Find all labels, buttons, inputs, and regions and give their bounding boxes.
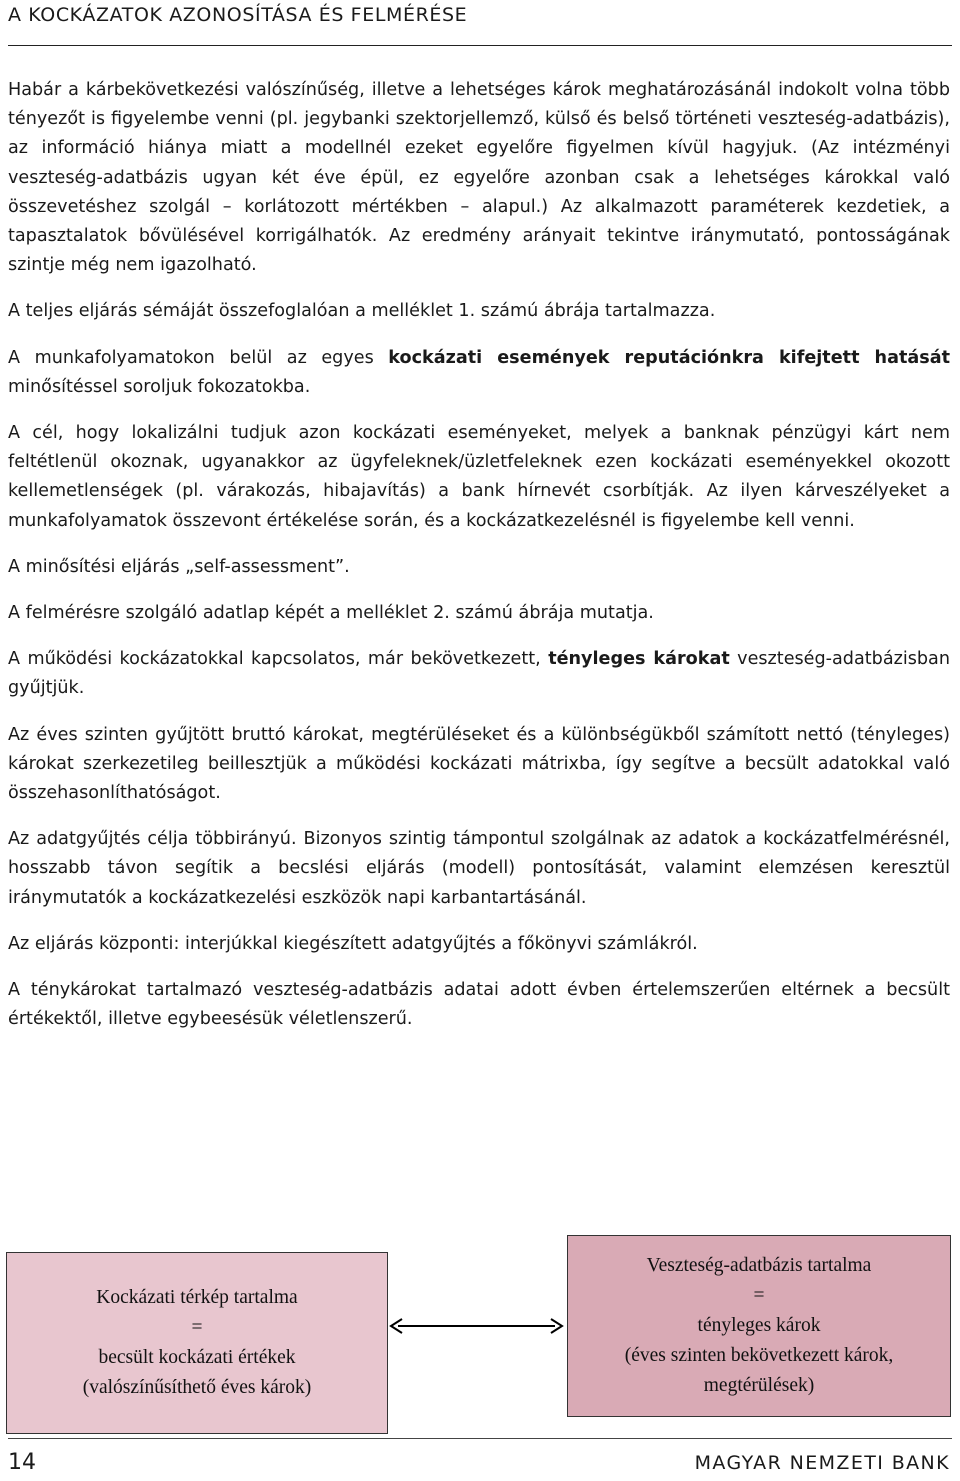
loss-database-box-line-2: =: [753, 1285, 765, 1306]
paragraph-7-tail: veszteség-adatbázisban gyűjtjük.: [8, 649, 950, 699]
paragraph-3-lead: A munkafolyamatokon belül az egyes: [8, 347, 389, 368]
risk-map-box-line-2: =: [191, 1317, 203, 1338]
risk-map-box: [6, 1252, 388, 1434]
paragraph-8: Az éves szinten gyűjtött bruttó károkat, megtérüléseket és a különbségükből számított nettó (tényleges) károkat szerkezetileg beillesztjük a működési kockázati mátrixba, így segítve a becsült adatokkal való összehasonlíthatóságot.: [8, 724, 950, 804]
paragraph-11: A ténykárokat tartalmazó veszteség-adatbázis adatai adott évben értelemszerűen eltérnek a becsült értékektől, illetve egybeesésük véletlenszerű.: [8, 980, 950, 1030]
loss-database-box-line-4: (éves szinten bekövetkezett károk,: [624, 1345, 894, 1366]
paragraph-4: A cél, hogy lokalizálni tudjuk azon kockázati eseményeket, melyek a banknak pénzügyi kárt nem feltétlenül okoznak, ugyanakkor az ügyfeleknek/üzletfeleknek ezen kockázati eseményekkel okozott kellemetlenségek (pl. várakozás, hibajavítás) a bank hírnevét csorbítják. Az ilyen kárveszélyeket a munkafolyamatok összevont értékelése során, és a kockázatkezelésnél is figyelembe kell venni.: [8, 423, 950, 531]
paragraph-7: [8, 645, 950, 703]
footer-rule: [8, 1438, 952, 1439]
paragraph-3-tail: minősítéssel soroljuk fokozatokba.: [8, 376, 311, 397]
paragraph-2: A teljes eljárás sémáját összefoglalóan a melléklet 1. számú ábrája tartalmazza.: [8, 301, 716, 322]
loss-database-box-line-3: tényleges károk: [697, 1315, 821, 1336]
paragraph-3-emphasis: kockázati események reputációnkra kifejtett hatását: [388, 347, 950, 368]
risk-map-box-line-1: Kockázati térkép tartalma: [96, 1287, 298, 1308]
page-number: 14: [8, 1450, 36, 1475]
page-header-title: A KOCKÁZATOK AZONOSÍTÁSA ÉS FELMÉRÉSE: [8, 4, 468, 26]
paragraph-9: Az adatgyűjtés célja többirányú. Bizonyos szintig támpontul szolgálnak az adatok a kockázatfelmérésnél, hosszabb távon segítik a becslési eljárás (modell) pontosítását, valamint elemzésen keresztül iránymutatók a kockázatkezelési eszközök napi karbantartásánál.: [8, 829, 950, 908]
loss-database-box-line-1: Veszteség-adatbázis tartalma: [646, 1255, 872, 1276]
risk-map-box-line-3: becsült kockázati értékek: [98, 1347, 296, 1368]
risk-map-box-line-4: (valószínűsíthető éves károk): [82, 1377, 312, 1398]
paragraph-10: Az eljárás központi: interjúkkal kiegészített adatgyűjtés a főkönyvi számlákról.: [8, 933, 698, 954]
paragraph-6: A felmérésre szolgáló adatlap képét a melléklet 2. számú ábrája mutatja.: [8, 603, 654, 624]
paragraph-5: A minősítési eljárás „self-assessment”.: [8, 556, 350, 577]
loss-database-box: [567, 1235, 951, 1417]
paragraph-3: [8, 344, 950, 402]
header-rule: [8, 45, 952, 46]
paragraph-7-lead: A működési kockázatokkal kapcsolatos, már bekövetkezett,: [8, 649, 549, 670]
loss-database-box-line-5: megtérülések): [703, 1375, 815, 1396]
paragraph-7-emphasis: tényleges károkat: [548, 649, 730, 670]
publisher-name: MAGYAR NEMZETI BANK: [694, 1452, 950, 1474]
double-arrow-connector: [388, 1316, 565, 1336]
paragraph-1: Habár a kárbekövetkezési valószínűség, illetve a lehetséges károk meghatározásánál indokolt volna több tényezőt is figyelembe venni (pl. jegybanki szektorjellemző, külső és belső történeti veszteség-adatbázis), az információ hiánya miatt a modellnél ezeket egyelőre figyelmen kívül hagyjuk. (Az intézményi veszteség-adatbázis ugyan két éve épül, ez egyelőre azonban csak a lehetséges károkkal való összevetéshez szolgál – korlátozott mértékben – alapul.) Az alkalmazott paraméterek kezdetiek, a tapasztalatok bővülésével korrigálhatók. Az eredmény arányait tekintve iránymutató, pontosságának szintje még nem igazolható.: [8, 80, 950, 276]
body-text: [8, 76, 950, 1051]
